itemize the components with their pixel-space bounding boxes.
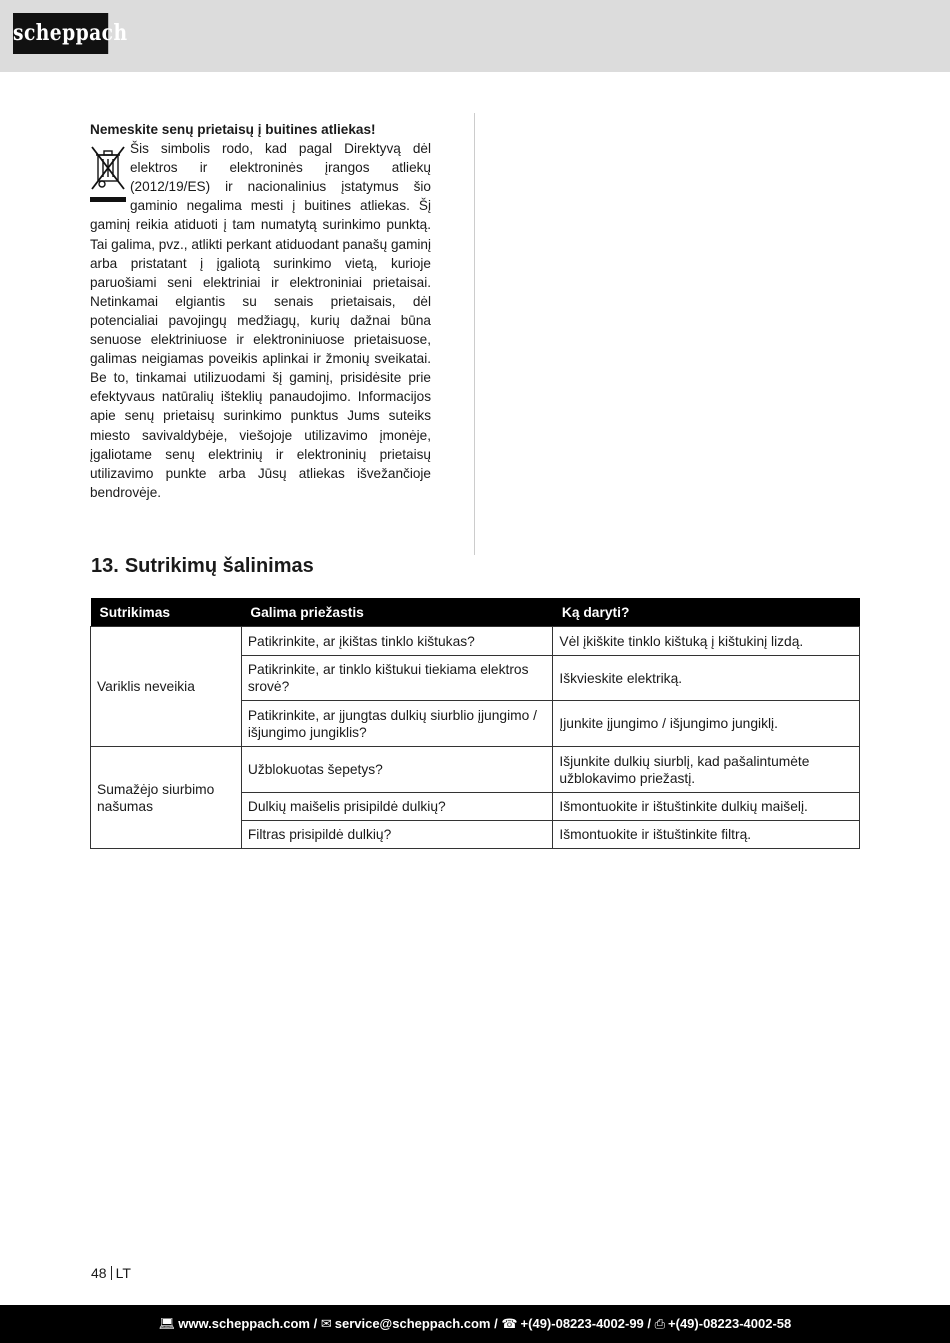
action-cell: Iškvieskite elektriką. [553, 656, 860, 701]
action-cell: Įjunkite įjungimo / išjungimo jungiklį. [553, 701, 860, 747]
header-action: Ką daryti? [553, 598, 860, 627]
footer-separator: / [490, 1316, 502, 1331]
section-heading [91, 555, 314, 578]
cause-cell: Filtras prisipildė dulkių? [241, 821, 553, 849]
computer-icon: 💻︎ [158, 1316, 176, 1331]
bin-symbol-bar [90, 197, 126, 202]
crossed-out-wheelie-bin-icon [90, 141, 130, 205]
footer-phone: +(49)-08223-4002-99 [520, 1316, 644, 1331]
section-number: 13. [91, 555, 119, 577]
action-cell: Vėl įkiškite tinklo kištuką į kištukinį lizdą. [553, 627, 860, 656]
cause-cell: Patikrinkite, ar įkištas tinklo kištukas? [241, 627, 553, 656]
notice-title: Nemeskite senų prietaisų į buitines atliekas! [90, 122, 376, 137]
page-number [91, 1265, 131, 1281]
phone-icon: ☎︎ [501, 1316, 518, 1331]
fault-cell: Variklis neveikia [91, 627, 242, 747]
table-header-row [91, 598, 860, 627]
page-language: LT [115, 1265, 131, 1281]
footer-email[interactable]: service@scheppach.com [334, 1316, 491, 1331]
table-row [91, 747, 860, 793]
action-cell: Išmontuokite ir ištuštinkite filtrą. [553, 821, 860, 849]
footer-separator: / [309, 1316, 321, 1331]
cause-cell: Dulkių maišelis prisipildė dulkių? [241, 793, 553, 821]
troubleshooting-table [90, 598, 860, 849]
cause-cell: Patikrinkite, ar tinklo kištukui tiekiama elektros srovė? [241, 656, 553, 701]
header-cause: Galima priežastis [241, 598, 553, 627]
cause-cell: Patikrinkite, ar įjungtas dulkių siurblio įjungimo / išjungimo jungiklis? [241, 701, 553, 747]
page-number-value: 48 [91, 1265, 107, 1281]
fax-icon: ⎙ [654, 1316, 666, 1331]
cause-cell: Užblokuotas šepetys? [241, 747, 553, 793]
footer-separator: / [643, 1316, 655, 1331]
action-cell: Išmontuokite ir ištuštinkite dulkių maišelį. [553, 793, 860, 821]
footer-website[interactable]: www.scheppach.com [178, 1316, 310, 1331]
page-footer [0, 1305, 950, 1343]
footer-fax: +(49)-08223-4002-58 [668, 1316, 792, 1331]
section-title: Sutrikimų šalinimas [124, 555, 314, 577]
page-header [0, 0, 950, 72]
email-icon: ✉︎ [320, 1316, 332, 1331]
header-fault: Sutrikimas [91, 598, 242, 627]
page-number-separator [111, 1266, 112, 1280]
disposal-notice [90, 120, 431, 502]
brand-logo: scheppach [13, 13, 108, 54]
action-cell: Išjunkite dulkių siurblį, kad pašalintumėte užblokavimo priežastį. [553, 747, 860, 793]
table-row [91, 627, 860, 656]
notice-body: Šis simbolis rodo, kad pagal Direktyvą dėl elektros ir elektroninės įrangos atliekų (2012/19/ES) ir nacionalinius įstatymus šio gaminio negalima mesti į buitines atliekas. Šį gaminį reikia atiduoti į tam numatytą surinkimo punktą. Tai galima, pvz., atlikti perkant atiduodant panašų gaminį arba pristatant į įgaliotą surinkimo vietą, kurioje paruošiami seni elektriniai ir elektroniniai prietaisai. Netinkamai elgiantis su senais prietaisais, dėl potencialiai pavojingų medžiagų, kurių dažnai būna senuose elektriniuose ir elektroniniuose prietaisuose, galimas neigiamas poveikis aplinkai ir žmonių sveikatai. Be to, tinkamai utilizuodami šį gaminį, prisidėsite prie efektyvaus natūralių išteklių panaudojimo. Informacijos apie senų prietaisų surinkimo punktus Jums suteiks miesto savivaldybėje, viešojoje utilizavimo įmonėje, įgaliotame senų elektrinių ir elektroninių prietaisų utilizavimo punkte arba Jūsų atliekas išvežančioje bendrovėje. [90, 141, 431, 500]
fault-cell: Sumažėjo siurbimo našumas [91, 747, 242, 849]
column-divider [474, 113, 475, 555]
